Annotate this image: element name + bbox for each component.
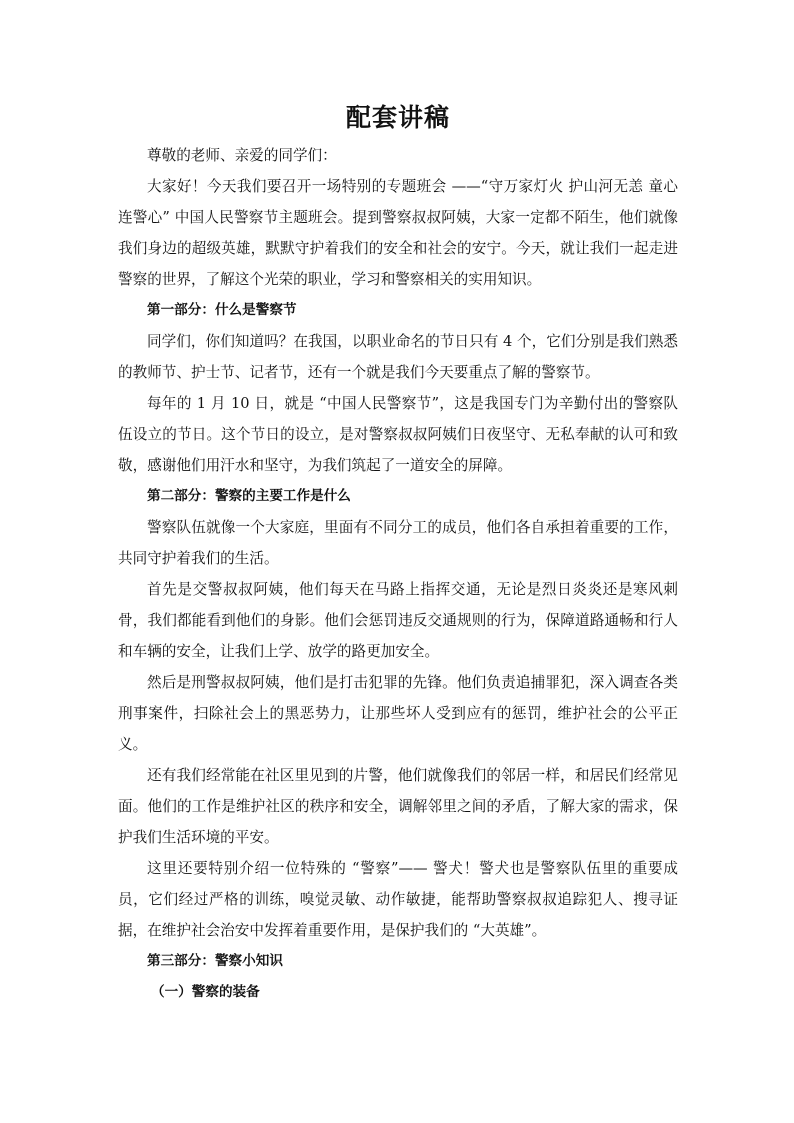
section-2-paragraph-3: 然后是刑警叔叔阿姨，他们是打击犯罪的先锋。他们负责追捕罪犯，深入调查各类刑事案件，扫除社会上的黑恶势力，让那些坏人受到应有的惩罚，维护社会的公平正义。 (118, 674, 678, 753)
section-1-paragraph-1: 同学们，你们知道吗？在我国，以职业命名的节日只有 4 个，它们分别是我们熟悉的教师节、护士节、记者节，还有一个就是我们今天要重点了解的警察节。 (118, 333, 678, 381)
salutation: 尊敬的老师、亲爱的同学们： (147, 147, 337, 164)
intro-paragraph: 大家好！今天我们要召开一场特别的专题班会 ——“守万家灯火 护山河无恙 童心连警心” 中国人民警察节主题班会。提到警察叔叔阿姨，大家一定都不陌生，他们就像我们身边的超级英雄，默默守护着我们的安全和社会的安宁。今天，就让我们一起走进警察的世界，了解这个光荣的职业，学习和警察相关的实用知识。 (118, 178, 678, 288)
document-body (118, 98, 678, 1008)
section-3-heading: 第三部分：警察小知识 (147, 953, 283, 969)
section-3-subheading: （一）警察的装备 (151, 984, 260, 1000)
section-1-paragraph-2: 每年的 1 月 10 日，就是 “中国人民警察节”，这是我国专门为辛勤付出的警察队伍设立的节日。这个节日的设立，是对警察叔叔阿姨们日夜坚守、无私奉献的认可和致敬，感谢他们用汗水和坚守，为我们筑起了一道安全的屏障。 (118, 395, 678, 474)
section-2-paragraph-5: 这里还要特别介绍一位特殊的 “警察”—— 警犬！警犬也是警察队伍里的重要成员，它们经过严格的训练，嗅觉灵敏、动作敏捷，能帮助警察叔叔追踪犯人、搜寻证据，在维护社会治安中发挥着重要作用，是保护我们的 “大英雄”。 (118, 860, 678, 939)
document-title: 配套讲稿 (345, 103, 450, 132)
section-2-paragraph-2: 首先是交警叔叔阿姨，他们每天在马路上指挥交通，无论是烈日炎炎还是寒风刺骨，我们都能看到他们的身影。他们会惩罚违反交通规则的行为，保障道路通畅和行人和车辆的安全，让我们上学、放学的路更加安全。 (118, 581, 678, 660)
section-2-heading: 第二部分：警察的主要工作是什么 (147, 488, 351, 504)
section-1-heading: 第一部分：什么是警察节 (147, 302, 297, 318)
section-2-paragraph-4: 还有我们经常能在社区里见到的片警，他们就像我们的邻居一样，和居民们经常见面。他们的工作是维护社区的秩序和安全，调解邻里之间的矛盾，了解大家的需求，保护我们生活环境的平安。 (118, 767, 678, 846)
section-2-paragraph-1: 警察队伍就像一个大家庭，里面有不同分工的成员，他们各自承担着重要的工作，共同守护着我们的生活。 (118, 519, 678, 567)
